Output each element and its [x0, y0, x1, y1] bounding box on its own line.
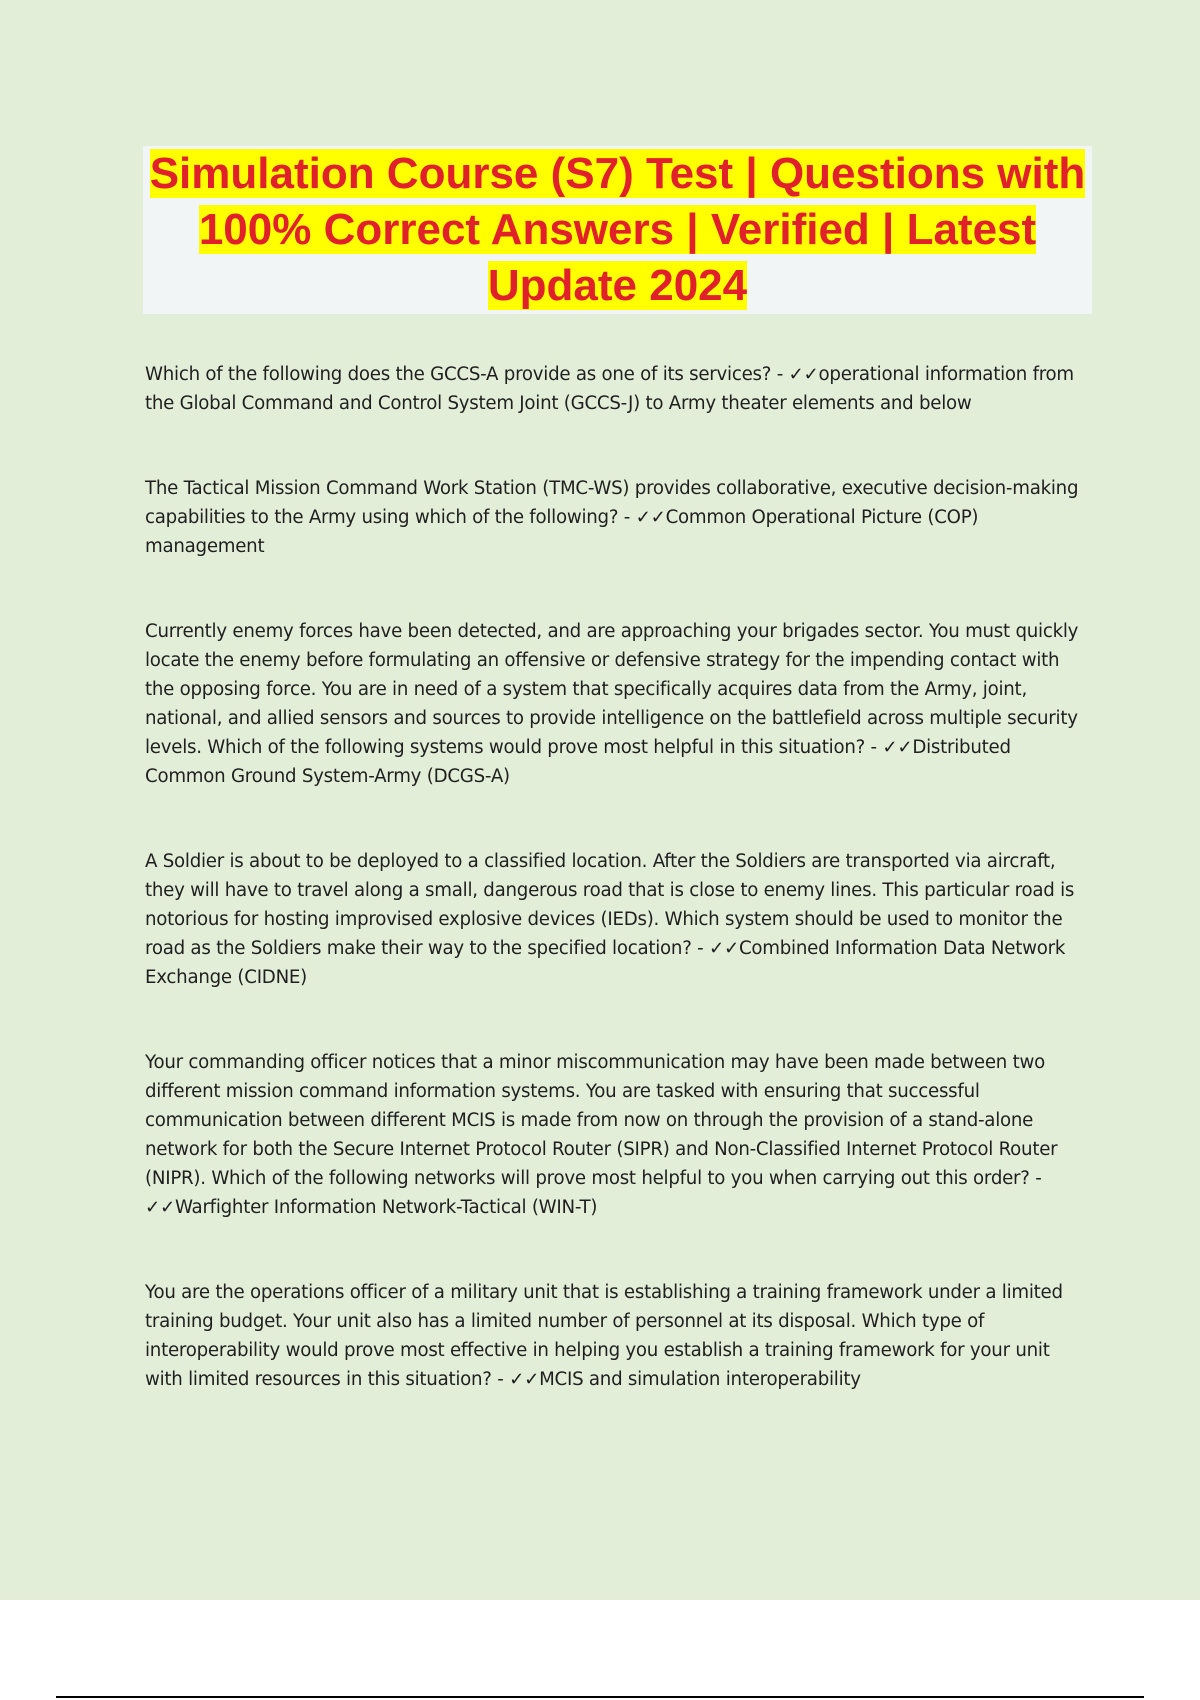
document-title: Simulation Course (S7) Test | Questions with 100% Correct Answers | Verified | Latest Update 2024 [149, 149, 1086, 310]
qa-list [145, 360, 1090, 1450]
qa-item-3: Currently enemy forces have been detected, and are approaching your brigades sector. You must quickly locate the enemy before formulating an offensive or defensive strategy for the impending contact with the opposing force. You are in need of a system that specifically acquires data from the Army, joint, national, and allied sensors and sources to provide intelligence on the battlefield across multiple security levels. Which of the following systems would prove most helpful in this situation? - ✓✓Distributed Common Ground System-Army (DCGS-A) [145, 621, 1079, 787]
title-box [143, 146, 1092, 314]
footer-divider [56, 1696, 1144, 1698]
qa-item-5: Your commanding officer notices that a minor miscommunication may have been made between two different mission command information systems. You are tasked with ensuring that successful communication between different MCIS is made from now on through the provision of a stand-alone network for both the Secure Internet Protocol Router (SIPR) and Non-Classified Internet Protocol Router (NIPR). Which of the following networks will prove most helpful to you when carrying out this order? - ✓✓Warfighter Information Network-Tactical (WIN-T) [145, 1052, 1058, 1218]
qa-item-2: The Tactical Mission Command Work Station (TMC-WS) provides collaborative, executive decision-making capabilities to the Army using which of the following? - ✓✓Common Operational Picture (COP) management [145, 478, 1079, 557]
qa-item-4: A Soldier is about to be deployed to a classified location. After the Soldiers are transported via aircraft, they will have to travel along a small, dangerous road that is close to enemy lines. This particular road is notorious for hosting improvised explosive devices (IEDs). Which system should be used to monitor the road as the Soldiers make their way to the specified location? - ✓✓Combined Information Data Network Exchange (CIDNE) [145, 851, 1075, 988]
qa-item-6: You are the operations officer of a military unit that is establishing a training framework under a limited training budget. Your unit also has a limited number of personnel at its disposal. Which type of interoperability would prove most effective in helping you establish a training framework for your unit with limited resources in this situation? - ✓✓MCIS and simulation interoperability [145, 1282, 1063, 1390]
qa-item-1: Which of the following does the GCCS-A provide as one of its services? - ✓✓operational information from the Global Command and Control System Joint (GCCS-J) to Army theater elements and below [145, 364, 1074, 414]
